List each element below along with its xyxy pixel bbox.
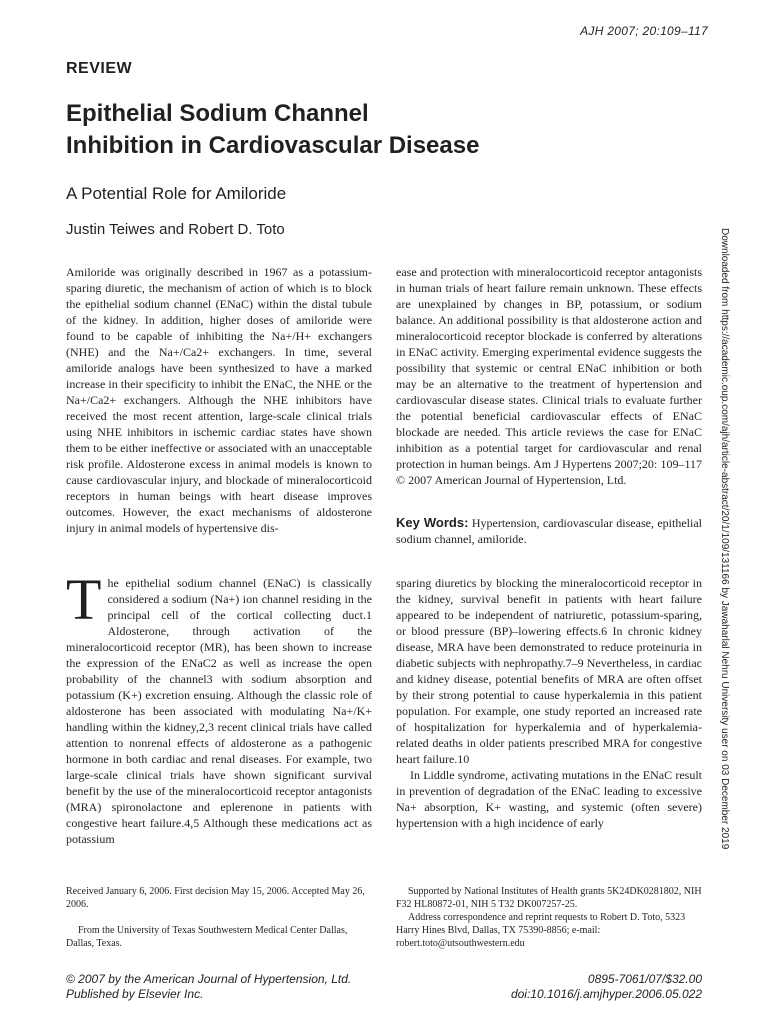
correspondence-footnote: Address correspondence and reprint requests to Robert D. Toto, 5323 Harry Hines Blvd, Dallas, TX 75390-8856; e-mail: robert.toto@utsouthwestern.edu [396, 912, 686, 949]
author-list: Justin Teiwes and Robert D. Toto [66, 221, 285, 238]
drop-cap: T [66, 575, 102, 632]
keywords-block [396, 515, 702, 547]
received-dates-footnote: Received January 6, 2006. First decision May 15, 2006. Accepted May 26, 2006. [66, 886, 365, 910]
article-title [66, 98, 479, 162]
abstract-column-left [66, 264, 372, 554]
abstract-column-right [396, 264, 702, 488]
keywords-label: Key Words: [396, 515, 469, 530]
funding-footnote: Supported by National Institutes of Health grants 5K24DK0281802, NIH F32 HL80872-01, NIH 5 T32 DK007257-25. [396, 886, 702, 910]
keywords-text: Hypertension, cardiovascular disease, epithelial sodium channel, amiloride. [396, 516, 702, 546]
body-column-left [66, 575, 372, 860]
body-column-right [396, 575, 702, 860]
body-paragraph: sparing diuretics by blocking the mineralocorticoid receptor in the kidney, survival benefit in patients with heart failure appeared to be independent of natriuretic, potassium-sparing, or blood pressure (BP)–lowering effects.6 In chronic kidney disease, MRA have been demonstrated to reduce proteinuria in diabetic subjects with nephropathy.7–9 Nevertheless, in cardiac and kidney disease, potential benefits of MRA are often offset by their strong potential to cause hyperkalemia in this patient population. For example, one study reported an increased rate of hospitalization for hyperkalemia and of hyperkalemia-related deaths in older patients prescribed MRA for congestive heart failure.10 [396, 576, 702, 766]
publisher-line: Published by Elsevier Inc. [66, 987, 204, 1001]
abstract-text-left: Amiloride was originally described in 1967 as a potassium-sparing diuretic, the mechanism of action of which is to block the epithelial sodium channel (ENaC) within the distal tubule of the kidney. In addition, higher doses of amiloride were found to be capable of inhibiting the Na+/H+ exchangers (NHE) and the Na+/Ca2+ exchangers. In time, several amiloride analogs have been synthesized to have a marked increase in their specificity to inhibit the ENaC, the NHE or the Na+/Ca2+ exchangers. Although the NHE inhibitors have received the most recent attention, large-scale clinical trials using NHE inhibitors in ischemic cardiac states have shown them to be either ineffective or associated with an unacceptable risk profile. Aldosterone excess in animal models is known to cause cardiovascular injury, and blockade of mineralocorticoid receptors in human beings with heart disease improves outcomes. However, the exact mechanisms of aldosterone injury in animal models of hypertensive dis- [66, 265, 372, 535]
body-text-left: he epithelial sodium channel (ENaC) is classically considered a sodium (Na+) ion channel residing in the principal cell of the cortical collecting duct.1 Aldosterone, through activation of the mineralocorticoid receptor (MR), has been shown to increase the expression of the ENaC2 as well as increase the open probability of the channel3 with sodium absorption and potassium (K+) excretion ensuing. Although the classic role of aldosterone has been associated with modulating Na+/K+ handling within the kidney,2,3 recent clinical trials have called attention to nonrenal effects of aldosterone as a pathogenic hormone in both cardiac and renal diseases. For example, two large-scale clinical trials have shown significant survival benefit by the use of the mineralocorticoid receptor antagonists (MRA) spironolactone and eplerenone in patients with congestive heart failure.4,5 Although these medications act as potassium [66, 576, 372, 846]
title-line-1: Epithelial Sodium Channel [66, 100, 369, 127]
download-watermark: Downloaded from https://academic.oup.com/ajh/article-abstract/20/1/109/131166 by Jawaharlal Nehru University user on 03 December 2019 [719, 228, 730, 850]
title-line-2: Inhibition in Cardiovascular Disease [66, 132, 480, 159]
section-label: REVIEW [66, 60, 133, 77]
doi-link[interactable]: doi:10.1016/j.amjhyper.2006.05.022 [510, 987, 702, 1001]
footer-identifier-block [511, 972, 702, 1002]
journal-reference: AJH 2007; 20:109–117 [580, 24, 708, 38]
article-subtitle: A Potential Role for Amiloride [66, 184, 287, 203]
affiliation-footnote: From the University of Texas Southwestern Medical Center Dallas, Dallas, Texas. [66, 925, 348, 949]
issn-price: 0895-7061/07/$32.00 [587, 972, 702, 986]
abstract-text-right: ease and protection with mineralocorticoid receptor antagonists in human trials of heart failure remain unknown. These effects are unexplained by changes in BP, potassium, or sodium balance. An additional possibility is that aldosterone action and mineralocorticoid receptor blockade is conferred by alterations in ENaC activity. Emerging experimental evidence suggests the possibility that systemic or central ENaC inhibition or both may be an alternative to the treatment of hypertension and cardiovascular disease states. Clinical trials to evaluate further the potential beneficial cardiovascular effects of ENaC blockade are needed. This article reviews the case for ENaC inhibition as a potential target for cardiovascular and renal protection in human beings. Am J Hypertens 2007;20: 109–117 © 2007 American Journal of Hypertension, Ltd. [396, 265, 702, 487]
footer-copyright-block [66, 972, 351, 1002]
copyright-line: © 2007 by the American Journal of Hypertension, Ltd. [66, 972, 352, 986]
body-paragraph: In Liddle syndrome, activating mutations in the ENaC result in prevention of degradation of the ENaC leading to excessive Na+ absorption, K+ wasting, and systemic (often severe) hypertension with a high incidence of early [396, 768, 702, 830]
